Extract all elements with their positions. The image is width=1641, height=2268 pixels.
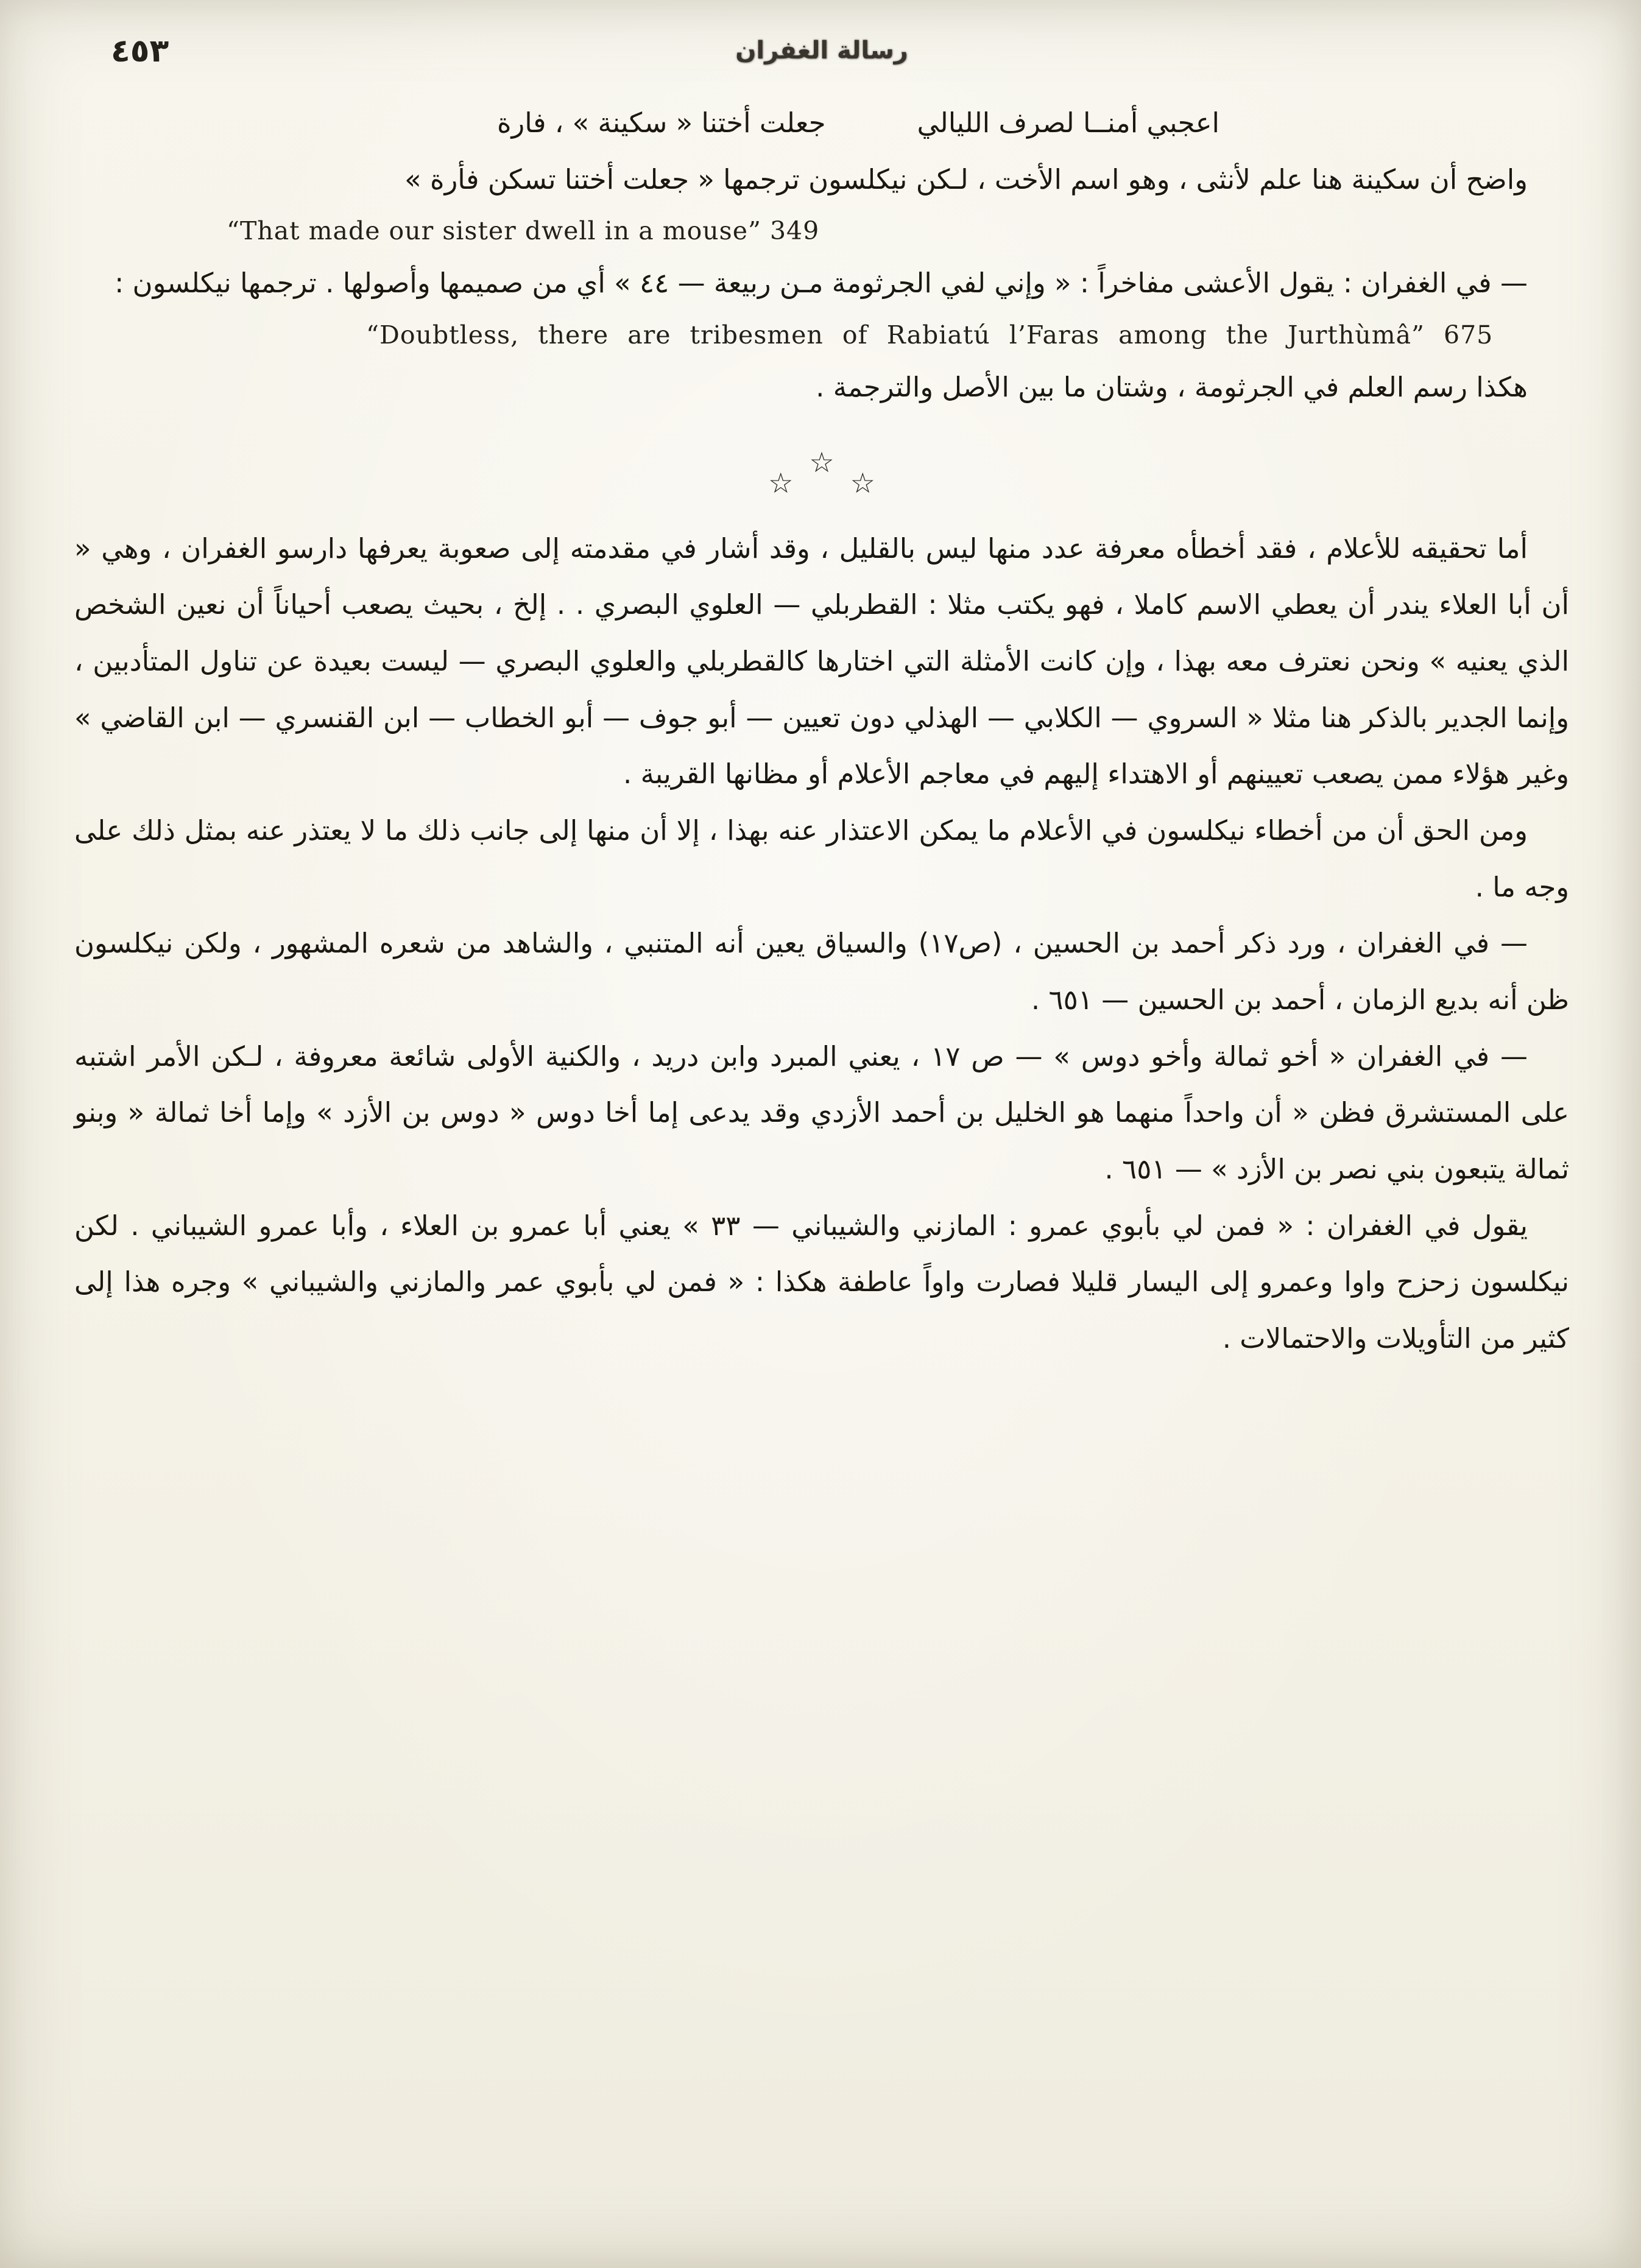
page-title: رسالة الغفران — [735, 37, 908, 65]
verse-hemistich-right: اعجبي أمنــا لصرف الليالي — [917, 107, 1220, 139]
english-quote-mouse: “That made our sister dwell in a mouse” 349 — [227, 216, 820, 246]
star-icon: ☆ — [768, 466, 794, 499]
stars-separator — [74, 421, 1569, 512]
paragraph-alam: أما تحقيقه للأعلام ، فقد أخطأه معرفة عدد منها ليس بالقليل ، وقد أشار في مقدمته إلى صعوبة يعرفها دارسو الغفران ، وهي « أن أبا العلاء يندر أن يعطي الاسم كاملا ، فهو يكتب مثلا : القطربلي — العلوي البصري . . إلخ ، بحيث يصعب أحياناً أن نعين الشخص الذي يعنيه » ونحن نعترف معه بهذا ، وإن كانت الأمثلة التي اختارها كالقطربلي والعلوي البصري — ليست بعيدة عن تناول المتأدبين ، وإنما الجدير بالذكر هنا مثلا « السروي — الكلابي — الهذلي دون تعيين — أبو جوف — أبو الخطاب — ابن القنسري — ابن القاضي » وغير هؤلاء ممن يصعب تعيينهم أو الاهتداء إليهم في معاجم الأعلام أو مظانها القريبة . — [74, 532, 1569, 791]
english-quote-jurthuma: “Doubtless, there are tribesmen of Rabiatú l’Faras among the Jurthùmâ” 675 — [366, 320, 1494, 350]
verse-line — [74, 95, 1569, 152]
paragraph-mutanabbi: — في الغفران ، ورد ذكر أحمد بن الحسين ، (ص١٧) والسياق يعين أنه المتنبي ، والشاهد من شعره المشهور ، ولكن نيكلسون ظن أنه بديع الزمان ، أحمد بن الحسين — ٦٥١ . — [74, 927, 1569, 1016]
star-icon: ☆ — [850, 466, 875, 499]
paragraph-amr: يقول في الغفران : « فمن لي بأبوي عمرو : المازني والشيباني — ٣٣ » يعني أبا عمرو بن العلاء ، وأبا عمرو الشيباني . لكن نيكلسون زحزح واوا وعمرو إلى اليسار قليلا فصارت واواً عاطفة هكذا : « فمن لي بأبوي عمر والمازني والشيباني » وجره هذا إلى كثير من التأويلات والاحتمالات . — [74, 1209, 1569, 1355]
paragraph-thumala: — في الغفران « أخو ثمالة وأخو دوس » — ص ١٧ ، يعني المبرد وابن دريد ، والكنية الأولى شائعة معروفة ، لـكن الأمر اشتبه على المستشرق فظن « أن واحداً منهما هو الخليل بن أحمد الأزدي وقد يدعى إما أخا دوس « دوس بن الأزد » وإما أخا ثمالة « وبنو ثمالة يتبعون بني نصر بن الأزد » — ٦٥١ . — [74, 1040, 1569, 1186]
page-number: ٤٥٣ — [111, 33, 169, 69]
paragraph-sakina-note: واضح أن سكينة هنا علم لأنثى ، وهو اسم الأخت ، لـكن نيكلسون ترجمها « جعلت أختنا تسكن فأرة » — [404, 163, 1528, 195]
star-icon: ☆ — [809, 445, 835, 479]
verse-hemistich-left: جعلت أختنا « سكينة » ، فارة — [496, 107, 826, 139]
paragraph-haqq: ومن الحق أن من أخطاء نيكلسون في الأعلام ما يمكن الاعتذار عنه بهذا ، إلا أن منها إلى جانب ذلك ما لا يعتذر عنه بمثل ذلك على وجه ما . — [74, 814, 1569, 903]
page-text-body — [74, 95, 1569, 1367]
page-header — [74, 22, 1569, 95]
paragraph-hakadha: هكذا رسم العلم في الجرثومة ، وشتان ما بين الأصل والترجمة . — [816, 370, 1528, 403]
paragraph-jurthuma-note: — في الغفران : يقول الأعشى مفاخراً : « وإني لفي الجرثومة مـن ربيعة — ٤٤ » أي من صميمها وأصولها . ترجمها نيكلسون : — [115, 267, 1528, 300]
